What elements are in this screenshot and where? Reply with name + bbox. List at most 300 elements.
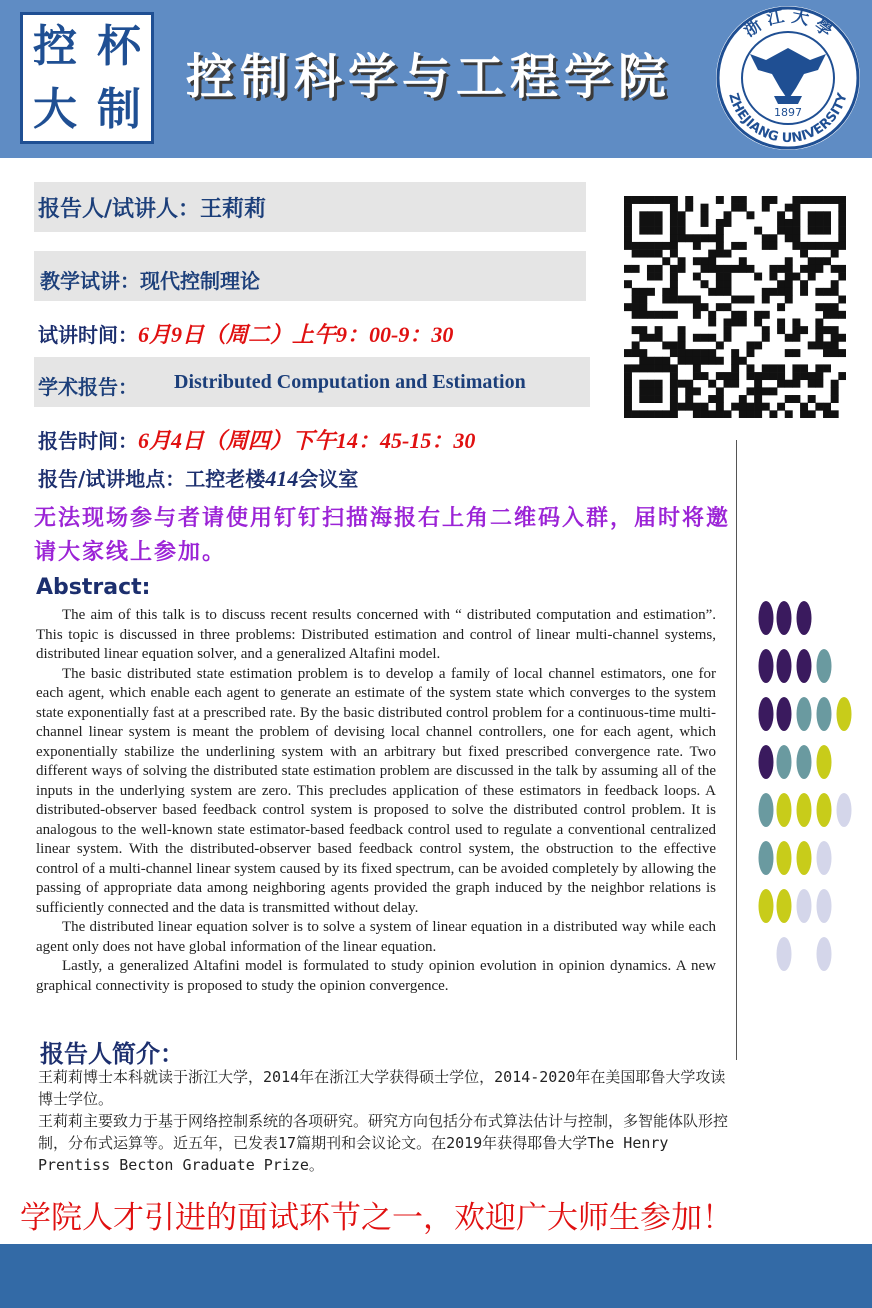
qr-module	[792, 334, 800, 342]
qr-module	[815, 265, 823, 273]
qr-module	[670, 380, 678, 388]
qr-module	[670, 280, 678, 288]
qr-module	[762, 326, 770, 334]
qr-module	[647, 364, 655, 372]
qr-module	[639, 196, 647, 204]
college-seal-logo	[20, 12, 154, 144]
qr-module	[785, 395, 793, 403]
qr-module	[808, 242, 816, 250]
welcome-slogan: 学院人才引进的面试环节之一，欢迎广大师生参加！	[20, 1200, 733, 1236]
qr-module	[808, 341, 816, 349]
qr-module	[838, 219, 846, 227]
qr-module	[708, 334, 716, 342]
qr-module	[662, 311, 670, 319]
qr-module	[823, 326, 831, 334]
qr-module	[708, 349, 716, 357]
qr-module	[670, 273, 678, 281]
qr-module	[808, 219, 816, 227]
qr-module	[670, 341, 678, 349]
qr-module	[792, 318, 800, 326]
qr-module	[647, 219, 655, 227]
qr-module	[762, 242, 770, 250]
qr-module	[800, 242, 808, 250]
qr-module	[701, 372, 709, 380]
qr-module	[785, 265, 793, 273]
qr-module	[624, 372, 632, 380]
qr-module	[800, 288, 808, 296]
qr-module	[823, 364, 831, 372]
qr-module	[701, 280, 709, 288]
qr-module	[792, 273, 800, 281]
qr-module	[746, 211, 754, 219]
qr-module	[632, 196, 640, 204]
qr-module	[685, 196, 693, 204]
qr-module	[716, 219, 724, 227]
qr-module	[823, 403, 831, 411]
qr-module	[785, 296, 793, 304]
qr-module	[838, 211, 846, 219]
qr-module	[639, 334, 647, 342]
qr-module	[670, 410, 678, 418]
qr-module	[823, 227, 831, 235]
qr-module	[693, 334, 701, 342]
qr-module	[815, 219, 823, 227]
qr-module	[746, 387, 754, 395]
qr-module	[632, 326, 640, 334]
qr-module	[746, 364, 754, 372]
qr-module	[655, 311, 663, 319]
qr-module	[808, 227, 816, 235]
qr-module	[831, 349, 839, 357]
qr-module	[693, 387, 701, 395]
qr-module	[769, 387, 777, 395]
qr-module	[716, 227, 724, 235]
qr-module	[785, 234, 793, 242]
qr-module	[716, 403, 724, 411]
abstract-paragraph: The distributed linear equation solver is to solve a system of linear equation in a distributed way while each agent only does not have global information of the linear equation.	[36, 919, 716, 955]
qr-module	[762, 387, 770, 395]
qr-module	[716, 196, 724, 204]
qr-module	[639, 380, 647, 388]
qr-module	[647, 265, 655, 273]
online-note: 无法现场参与者请使用钉钉扫描海报右上角二维码入群，届时将邀请大家线上参加。	[34, 506, 731, 565]
qr-module	[838, 296, 846, 304]
decorative-dot	[777, 889, 792, 923]
qr-module	[647, 380, 655, 388]
qr-module	[777, 403, 785, 411]
qr-module	[701, 211, 709, 219]
qr-module	[670, 296, 678, 304]
decorative-dot	[777, 601, 792, 635]
decorative-dot	[759, 841, 774, 875]
decorative-dot	[797, 889, 812, 923]
qr-module	[815, 364, 823, 372]
qr-module	[838, 311, 846, 319]
qr-module	[815, 341, 823, 349]
qr-module	[785, 219, 793, 227]
qr-module	[731, 311, 739, 319]
decorative-dot	[837, 793, 852, 827]
qr-module	[792, 326, 800, 334]
decorative-dot	[817, 937, 832, 971]
qr-module	[831, 288, 839, 296]
qr-module	[632, 296, 640, 304]
qr-module	[808, 380, 816, 388]
qr-module	[647, 288, 655, 296]
qr-module	[685, 204, 693, 212]
qr-module	[716, 234, 724, 242]
qr-module	[670, 204, 678, 212]
qr-module	[815, 334, 823, 342]
qr-module	[785, 204, 793, 212]
qr-module	[639, 357, 647, 365]
qr-module	[693, 349, 701, 357]
qr-module	[685, 349, 693, 357]
qr-module	[823, 196, 831, 204]
qr-module	[639, 211, 647, 219]
qr-module	[808, 372, 816, 380]
qr-module	[639, 349, 647, 357]
qr-module	[831, 326, 839, 334]
qr-module	[647, 211, 655, 219]
qr-module	[647, 250, 655, 258]
venue-label: 报告/试讲地点：工控老楼	[38, 467, 266, 491]
qr-module	[632, 341, 640, 349]
qr-module	[670, 288, 678, 296]
qr-module	[823, 341, 831, 349]
qr-module	[624, 219, 632, 227]
qr-module	[632, 250, 640, 258]
qr-module	[670, 242, 678, 250]
qr-module	[655, 242, 663, 250]
qr-module	[624, 242, 632, 250]
decorative-dot	[759, 793, 774, 827]
qr-module	[754, 380, 762, 388]
qr-module	[685, 357, 693, 365]
qr-module	[739, 296, 747, 304]
qr-module	[632, 349, 640, 357]
qr-module	[624, 227, 632, 235]
qr-module	[785, 410, 793, 418]
qr-module	[639, 296, 647, 304]
qr-module	[731, 349, 739, 357]
qr-module	[624, 380, 632, 388]
qr-module	[815, 403, 823, 411]
qr-module	[762, 234, 770, 242]
qr-module	[831, 395, 839, 403]
qr-module	[678, 296, 686, 304]
qr-module	[624, 211, 632, 219]
qr-module	[655, 326, 663, 334]
qr-module	[815, 196, 823, 204]
report-time-label: 报告时间：	[38, 429, 138, 453]
logo-year: 1897	[774, 106, 802, 119]
qr-module	[815, 257, 823, 265]
decorative-dot	[817, 793, 832, 827]
decorative-dot	[759, 745, 774, 779]
college-title: 控制科学与工程学院	[186, 49, 673, 105]
qr-module	[639, 410, 647, 418]
qr-module	[708, 410, 716, 418]
qr-module	[800, 410, 808, 418]
qr-module	[815, 372, 823, 380]
qr-module	[708, 265, 716, 273]
qr-module	[731, 380, 739, 388]
qr-module	[746, 349, 754, 357]
decorative-dot	[777, 697, 792, 731]
qr-module	[800, 364, 808, 372]
qr-module	[792, 211, 800, 219]
qr-module	[831, 303, 839, 311]
qr-module	[639, 364, 647, 372]
qr-module	[639, 250, 647, 258]
qr-module	[670, 395, 678, 403]
decorative-dot	[797, 793, 812, 827]
qr-module	[823, 303, 831, 311]
qr-module	[632, 410, 640, 418]
qr-module	[724, 303, 732, 311]
qr-module	[647, 334, 655, 342]
qr-module	[769, 196, 777, 204]
qr-module	[739, 403, 747, 411]
qr-module	[800, 326, 808, 334]
decorative-dot	[797, 745, 812, 779]
qr-module	[670, 265, 678, 273]
qr-module	[792, 372, 800, 380]
qr-module	[739, 410, 747, 418]
qr-module	[777, 211, 785, 219]
logo-bottom-text: ZHEJIANG UNIVERSITY	[725, 91, 851, 147]
header-banner	[0, 0, 872, 158]
qr-module	[838, 265, 846, 273]
qr-module	[624, 349, 632, 357]
qr-module	[762, 196, 770, 204]
qr-module	[624, 403, 632, 411]
decorative-dot	[817, 889, 832, 923]
qr-module	[647, 273, 655, 281]
qr-module	[678, 326, 686, 334]
lecture-label: 教学试讲：现代控制理论	[40, 269, 260, 293]
qr-module	[808, 410, 816, 418]
qr-module	[693, 242, 701, 250]
abstract-paragraph: The basic distributed state estimation problem is to develop a family of local channel estimators, one for each agent, which enable each agent to generate an estimate of the system state which converges to the system state exponentially fast at a prescribed rate. By the basic distributed control problem for a continuous-time multi-channel linear system is meant the problem of devising local channel controllers, one for each agent, which exponentially stabilize the underlining system with an arbitrary but fixed prescribed convergence rate. Two different ways of solving the distributed state estimation problem are discussed in the talk by assuming all of the inputs in the underlying system are zero. This precludes application of these estimators in feedback loops. A distributed-observer based feedback control system is proposed to solve the distributed control problem. It is analogous to the well-known state estimator-based feedback control used to regulate a conventional centralized linear system. With the distributed-observer based feedback control system, the obstruction to the effective control of a multi-channel linear system caused by its fixed spectrum, can be avoided completely by allowing the passing of appropriate data among neighboring agents provided the graph induced by the neighbor relations is sufficiently connected and the data is transmitted without delay.	[36, 665, 716, 916]
qr-module	[777, 280, 785, 288]
qr-module	[662, 196, 670, 204]
qr-module	[746, 296, 754, 304]
report-label: 学术报告：	[38, 375, 138, 399]
qr-module	[785, 227, 793, 235]
qr-module	[678, 357, 686, 365]
decorative-dot	[777, 793, 792, 827]
qr-module	[785, 273, 793, 281]
decorative-dot	[759, 601, 774, 635]
qr-module	[708, 257, 716, 265]
qr-module	[701, 204, 709, 212]
qr-module	[777, 219, 785, 227]
qr-module	[670, 234, 678, 242]
speaker-bar	[34, 182, 586, 232]
bio-body	[38, 1066, 728, 1176]
qr-module	[754, 372, 762, 380]
qr-module	[716, 273, 724, 281]
qr-module	[762, 204, 770, 212]
venue-room: 414	[265, 466, 299, 491]
qr-module	[724, 219, 732, 227]
abstract-paragraph: The aim of this talk is to discuss recent results concerned with “ distributed computation and estimation”. This topic is discussed in three problems: Distributed estimation and control of linear multi-channel systems, distributed linear equation solver, and a generalized Altafini model.	[36, 607, 716, 662]
qr-code-icon[interactable]	[624, 196, 846, 418]
qr-module	[647, 357, 655, 365]
qr-module	[724, 265, 732, 273]
decorative-dot	[777, 745, 792, 779]
qr-module	[815, 380, 823, 388]
decorative-dot	[797, 697, 812, 731]
qr-module	[655, 211, 663, 219]
qr-module	[792, 395, 800, 403]
qr-module	[624, 410, 632, 418]
qr-module	[693, 372, 701, 380]
decorative-dot	[817, 841, 832, 875]
qr-module	[815, 242, 823, 250]
qr-module	[662, 242, 670, 250]
qr-module	[655, 334, 663, 342]
abstract-title: Abstract:	[36, 575, 151, 600]
qr-module	[716, 357, 724, 365]
qr-module	[746, 265, 754, 273]
report-title: Distributed Computation and Estimation	[174, 371, 526, 393]
qr-module	[777, 372, 785, 380]
qr-module	[647, 410, 655, 418]
qr-module	[724, 288, 732, 296]
qr-module	[724, 410, 732, 418]
venue-line	[38, 463, 358, 492]
qr-module	[647, 242, 655, 250]
lecture-bar	[34, 251, 586, 301]
decorative-dots	[752, 598, 862, 988]
qr-module	[792, 234, 800, 242]
qr-module	[639, 326, 647, 334]
qr-module	[708, 357, 716, 365]
qr-module	[724, 334, 732, 342]
qr-module	[724, 380, 732, 388]
decorative-dot	[777, 841, 792, 875]
qr-module	[777, 364, 785, 372]
qr-module	[769, 410, 777, 418]
decorative-dot	[759, 889, 774, 923]
qr-module	[762, 372, 770, 380]
qr-module	[670, 311, 678, 319]
qr-module	[655, 227, 663, 235]
zju-logo	[714, 4, 862, 152]
qr-module	[670, 387, 678, 395]
qr-module	[693, 311, 701, 319]
qr-module	[655, 410, 663, 418]
lecture-time-value: 6月9日（周二）上午9：00-9：30	[138, 322, 454, 347]
qr-module	[716, 372, 724, 380]
qr-module	[639, 242, 647, 250]
qr-module	[655, 196, 663, 204]
qr-module	[647, 196, 655, 204]
qr-module	[746, 372, 754, 380]
qr-module	[639, 395, 647, 403]
decorative-dot	[837, 697, 852, 731]
qr-module	[808, 273, 816, 281]
qr-module	[838, 273, 846, 281]
qr-module	[739, 357, 747, 365]
qr-module	[808, 265, 816, 273]
qr-module	[762, 288, 770, 296]
qr-module	[746, 403, 754, 411]
venue-suffix: 会议室	[298, 467, 359, 491]
qr-module	[716, 387, 724, 395]
qr-module	[678, 380, 686, 388]
qr-module	[792, 219, 800, 227]
qr-module	[647, 311, 655, 319]
bio-paragraph: 王莉莉博士本科就读于浙江大学，2014年在浙江大学获得硕士学位，2014-2020年在美国耶鲁大学攻读博士学位。	[38, 1068, 726, 1108]
qr-module	[701, 303, 709, 311]
qr-module	[647, 227, 655, 235]
qr-module	[823, 410, 831, 418]
qr-module	[670, 349, 678, 357]
qr-module	[831, 196, 839, 204]
qr-module	[716, 242, 724, 250]
qr-module	[693, 357, 701, 365]
decorative-dot	[797, 841, 812, 875]
qr-module	[678, 265, 686, 273]
qr-module	[678, 334, 686, 342]
qr-module	[769, 364, 777, 372]
qr-module	[716, 395, 724, 403]
qr-module	[808, 196, 816, 204]
qr-module	[831, 334, 839, 342]
qr-module	[777, 265, 785, 273]
decorative-dot	[797, 649, 812, 683]
qr-module	[754, 341, 762, 349]
qr-module	[632, 242, 640, 250]
qr-module	[662, 364, 670, 372]
qr-module	[792, 227, 800, 235]
qr-module	[662, 357, 670, 365]
qr-module	[624, 204, 632, 212]
qr-module	[838, 242, 846, 250]
qr-module	[838, 196, 846, 204]
qr-module	[785, 280, 793, 288]
qr-module	[754, 387, 762, 395]
qr-module	[739, 311, 747, 319]
qr-module	[762, 311, 770, 319]
qr-module	[731, 318, 739, 326]
qr-module	[800, 280, 808, 288]
qr-module	[639, 387, 647, 395]
qr-module	[693, 303, 701, 311]
qr-module	[701, 357, 709, 365]
abstract-body	[36, 606, 716, 996]
qr-module	[701, 257, 709, 265]
qr-module	[639, 311, 647, 319]
qr-module	[639, 288, 647, 296]
qr-module	[724, 372, 732, 380]
qr-module	[838, 227, 846, 235]
qr-module	[662, 257, 670, 265]
bio-paragraph: 王莉莉主要致力于基于网络控制系统的各项研究。研究方向包括分布式算法估计与控制，多智能体队形控制，分布式运算等。近五年，已发表17篇期刊和会议论文。在2019年获得耶鲁大学The Henry Prentiss Becton Graduate Prize。	[38, 1112, 729, 1174]
qr-module	[670, 227, 678, 235]
qr-module	[693, 257, 701, 265]
qr-module	[701, 349, 709, 357]
qr-module	[754, 311, 762, 319]
qr-module	[831, 387, 839, 395]
qr-module	[769, 372, 777, 380]
footer-band	[0, 1244, 872, 1308]
qr-module	[823, 257, 831, 265]
